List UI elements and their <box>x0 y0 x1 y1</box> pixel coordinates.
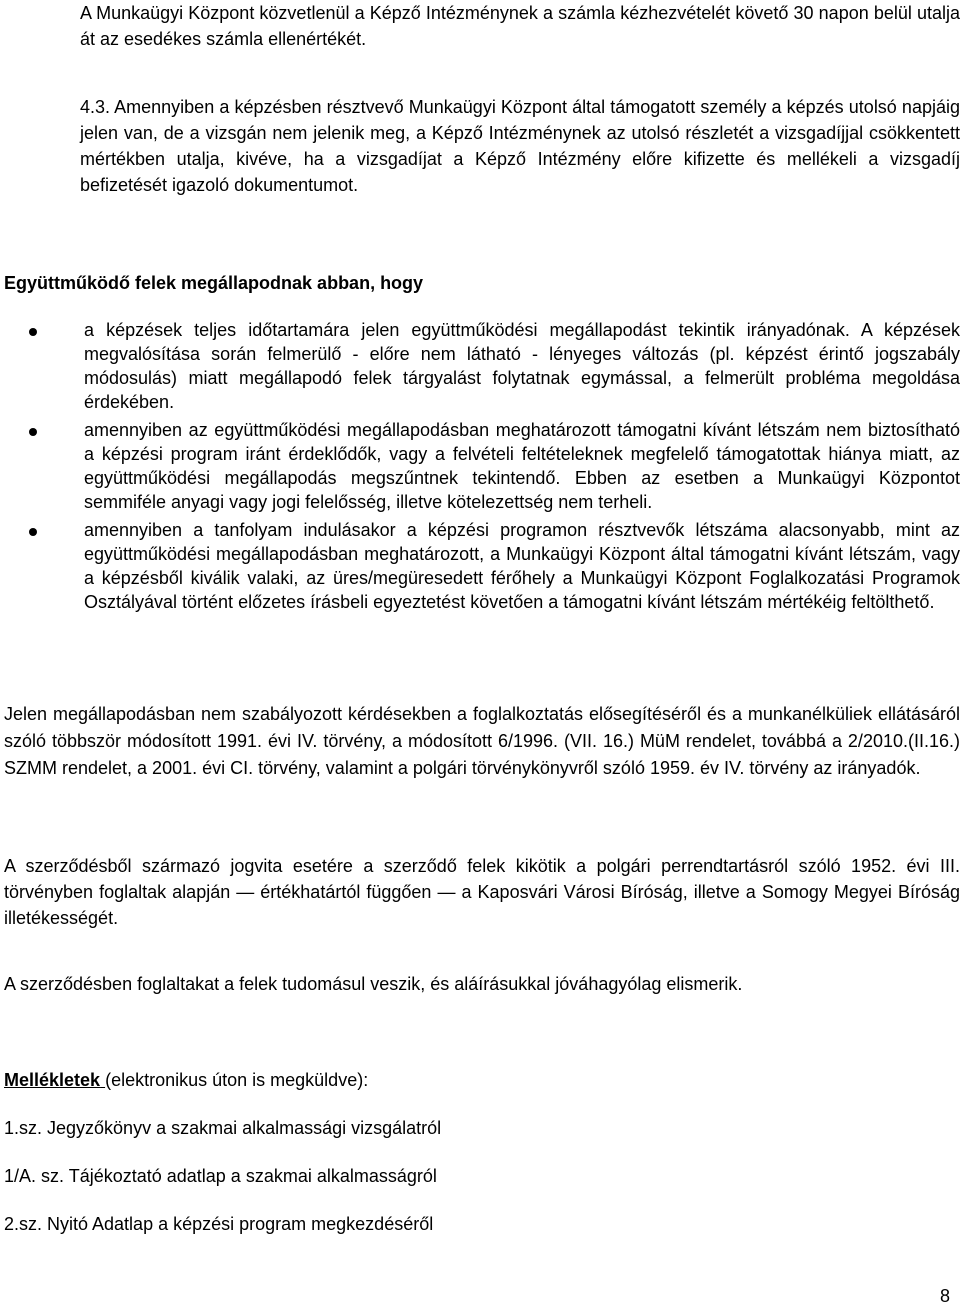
attachments-note: (elektronikus úton is megküldve): <box>105 1070 369 1090</box>
jurisdiction-paragraph: A szerződésből származó jogvita esetére a szerződő felek kikötik a polgári perrendtartásról szóló 1952. évi III. törvényben foglaltak alapján — értékhatártól függően — a Kaposvári Városi Bíróság, illetve a Somogy Megyei Bíróság illetékességét. <box>4 856 960 928</box>
attachment-item: 1.sz. Jegyzőkönyv a szakmai alkalmassági vizsgálatról <box>4 1118 442 1138</box>
attachments-title: Mellékletek <box>4 1070 101 1090</box>
agreement-bullet-list <box>84 318 960 618</box>
acknowledgement-paragraph: A szerződésben foglaltakat a felek tudomásul veszik, és aláírásukkal jóváhagyólag elismerik. <box>4 974 743 994</box>
attachment-item: 2.sz. Nyitó Adatlap a képzési program megkezdéséről <box>4 1214 434 1234</box>
attachment-item: 1/A. sz. Tájékoztató adatlap a szakmai alkalmasságról <box>4 1166 437 1186</box>
list-item: amennyiben a tanfolyam indulásakor a képzési programon résztvevők létszáma alacsonyabb, mint az együttműködési megállapodásban meghatározott, a Munkaügyi Központ által támogatni kívánt létszám, vagy a képzésből kiválik valaki, az üres/megüresedett férőhely a Munkaügyi Központ Foglalkozatási Programok Osztályával történt előzetes írásbeli egyeztetést követően a támogatni kívánt létszám mértékéig feltölthető. <box>84 520 960 612</box>
list-item: a képzések teljes időtartamára jelen együttműködési megállapodást tekintik irányadónak. A képzések megvalósítása során felmerülő - előre nem látható - lényeges változás (pl. képzést érintő jogszabály módosulás) miatt megállapodó felek tárgyalást folytatnak egymással, a felmerült probléma megoldása érdekében. <box>84 320 960 412</box>
list-item: amennyiben az együttműködési megállapodásban meghatározott támogatni kívánt létszám nem biztosítható a képzési program iránt érdeklődők, vagy a felvételi feltételeknek megfelelő támogatottak hiánya miatt, az együttműködési megállapodás megszűntnek tekintendő. Ebben az esetben a Munkaügyi Központot semmiféle anyagi vagy jogi felelősség, illetve kötelezettség nem terheli. <box>84 420 960 512</box>
page-number: 8 <box>939 1286 950 1306</box>
governing-law-paragraph: Jelen megállapodásban nem szabályozott kérdésekben a foglalkoztatás elősegítéséről és a munkanélküliek ellátásáról szóló többször módosított 1991. évi IV. törvény, a módosított 6/1996. (VII. 16.) MüM rendelet, továbbá a 2/2010.(II.16.) SZMM rendelet, a 2001. évi CI. törvény, valamint a polgári törvénykönyvről szóló 1959. év IV. törvény az irányadók. <box>4 704 960 778</box>
attachments-heading <box>4 1067 904 1093</box>
section-4-3-paragraph: 4.3. Amennyiben a képzésben résztvevő Munkaügyi Központ által támogatott személy a képzés utolsó napjáig jelen van, de a vizsgán nem jelenik meg, a Képző Intézménynek az utolsó részletét a vizsgadíjjal csökkentett mértékben utalja, kivéve, ha a vizsgadíjat a Képző Intézmény előre kifizette és mellékeli a vizsgadíj befizetését igazoló dokumentumot. <box>80 97 960 195</box>
agreement-heading: Együttműködő felek megállapodnak abban, hogy <box>4 273 424 293</box>
intro-paragraph: A Munkaügyi Központ közvetlenül a Képző Intézménynek a számla kézhezvételét követő 30 napon belül utalja át az esedékes számla ellenértékét. <box>80 3 960 49</box>
